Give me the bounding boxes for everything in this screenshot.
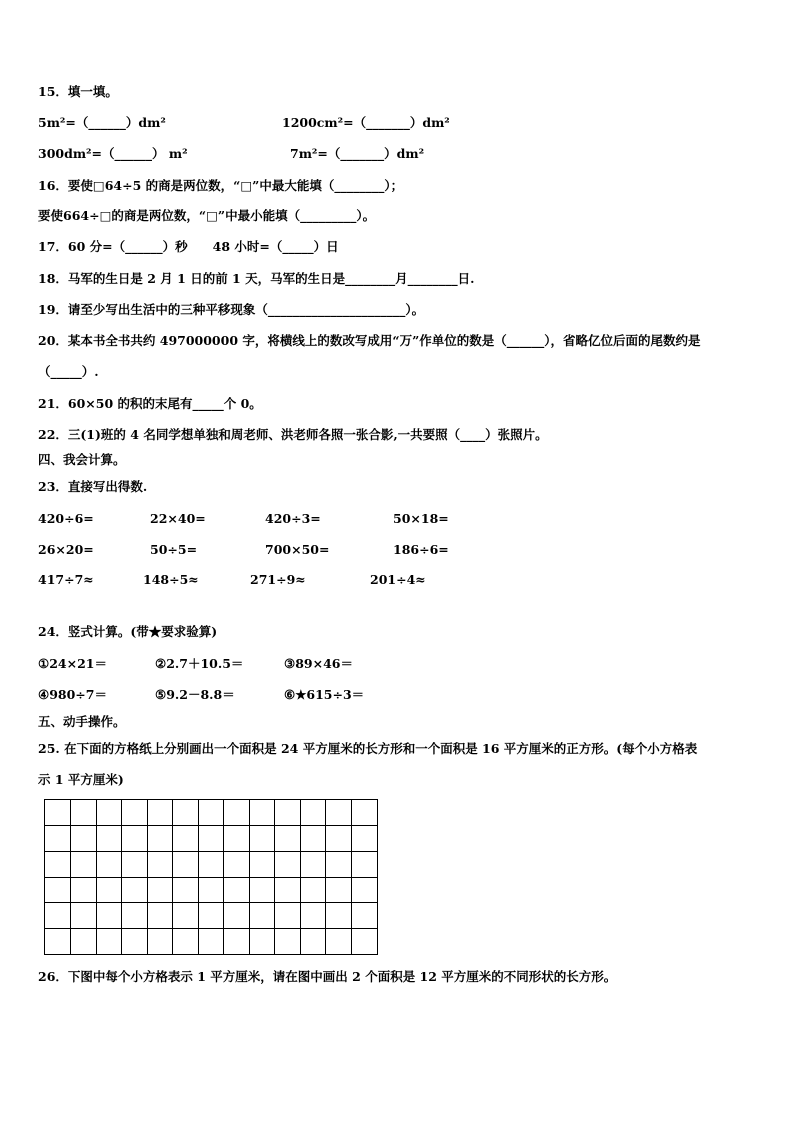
q23-title: 23．直接写出得数. [38,479,148,494]
square-grid-paper[interactable] [44,799,378,955]
calc-item: 700×50= [265,542,330,557]
q20-line2: （_____）. [38,364,99,379]
section-5-heading: 五、动手操作。 [38,714,126,729]
calc-item: 50÷5= [150,542,198,557]
calc-item: 420÷3= [265,511,321,526]
calc-item: 148÷5≈ [143,572,199,587]
q15-blank-2: 1200cm²=（_______）dm² [282,115,450,130]
q24-title: 24．竖式计算。(带★要求验算) [38,624,218,639]
q17: 17．60 分=（______）秒 48 小时=（_____）日 [38,239,339,254]
section-4-heading: 四、我会计算。 [38,452,126,467]
vertical-calc-item: ①24×21＝ [38,656,107,671]
grid-horizontal-line [45,851,377,852]
q20-line1: 20．某本书全书共约 497000000 字，将横线上的数改写成用“万”作单位的数是（______），省略亿位后面的尾数约是 [38,333,701,348]
grid-horizontal-line [45,928,377,929]
calc-item: 271÷9≈ [250,572,306,587]
q25-line2: 示 1 平方厘米) [38,772,124,787]
q15-blank-1: 5m²=（______）dm² [38,115,166,130]
q21: 21．60×50 的积的末尾有_____个 0。 [38,396,262,411]
vertical-calc-item: ③89×46＝ [284,656,353,671]
grid-horizontal-line [45,877,377,878]
q22: 22．三(1)班的 4 名同学想单独和周老师、洪老师各照一张合影,一共要照（____）张照片。 [38,427,548,442]
calc-item: 26×20= [38,542,94,557]
vertical-calc-item: ④980÷7＝ [38,687,107,702]
calc-item: 420÷6= [38,511,94,526]
vertical-calc-item: ⑤9.2－8.8＝ [155,687,235,702]
q26: 26．下图中每个小方格表示 1 平方厘米，请在图中画出 2 个面积是 12 平方厘米的不同形状的长方形。 [38,969,617,984]
vertical-calc-item: ⑥★615÷3＝ [284,687,365,702]
q16-line2: 要使664÷□的商是两位数，“□”中最小能填（_________）。 [38,208,376,223]
vertical-calc-item: ②2.7＋10.5＝ [155,656,244,671]
grid-horizontal-line [45,825,377,826]
q25-line1: 25. 在下面的方格纸上分别画出一个面积是 24 平方厘米的长方形和一个面积是 16 平方厘米的正方形。(每个小方格表 [38,741,698,756]
calc-item: 186÷6= [393,542,449,557]
q15-blank-4: 7m²=（_______）dm² [290,146,425,161]
calc-item: 50×18= [393,511,449,526]
q15-title: 15．填一填。 [38,84,118,99]
q16-line1: 16．要使□64÷5 的商是两位数，“□”中最大能填（________）； [38,178,404,193]
grid-horizontal-line [45,902,377,903]
calc-item: 417÷7≈ [38,572,94,587]
q18: 18．马军的生日是 2 月 1 日的前 1 天，马军的生日是________月________日. [38,271,475,286]
calc-item: 22×40= [150,511,206,526]
calc-item: 201÷4≈ [370,572,426,587]
q19: 19．请至少写出生活中的三种平移现象（______________________）。 [38,302,425,317]
q15-blank-3: 300dm²=（______） m² [38,146,188,161]
